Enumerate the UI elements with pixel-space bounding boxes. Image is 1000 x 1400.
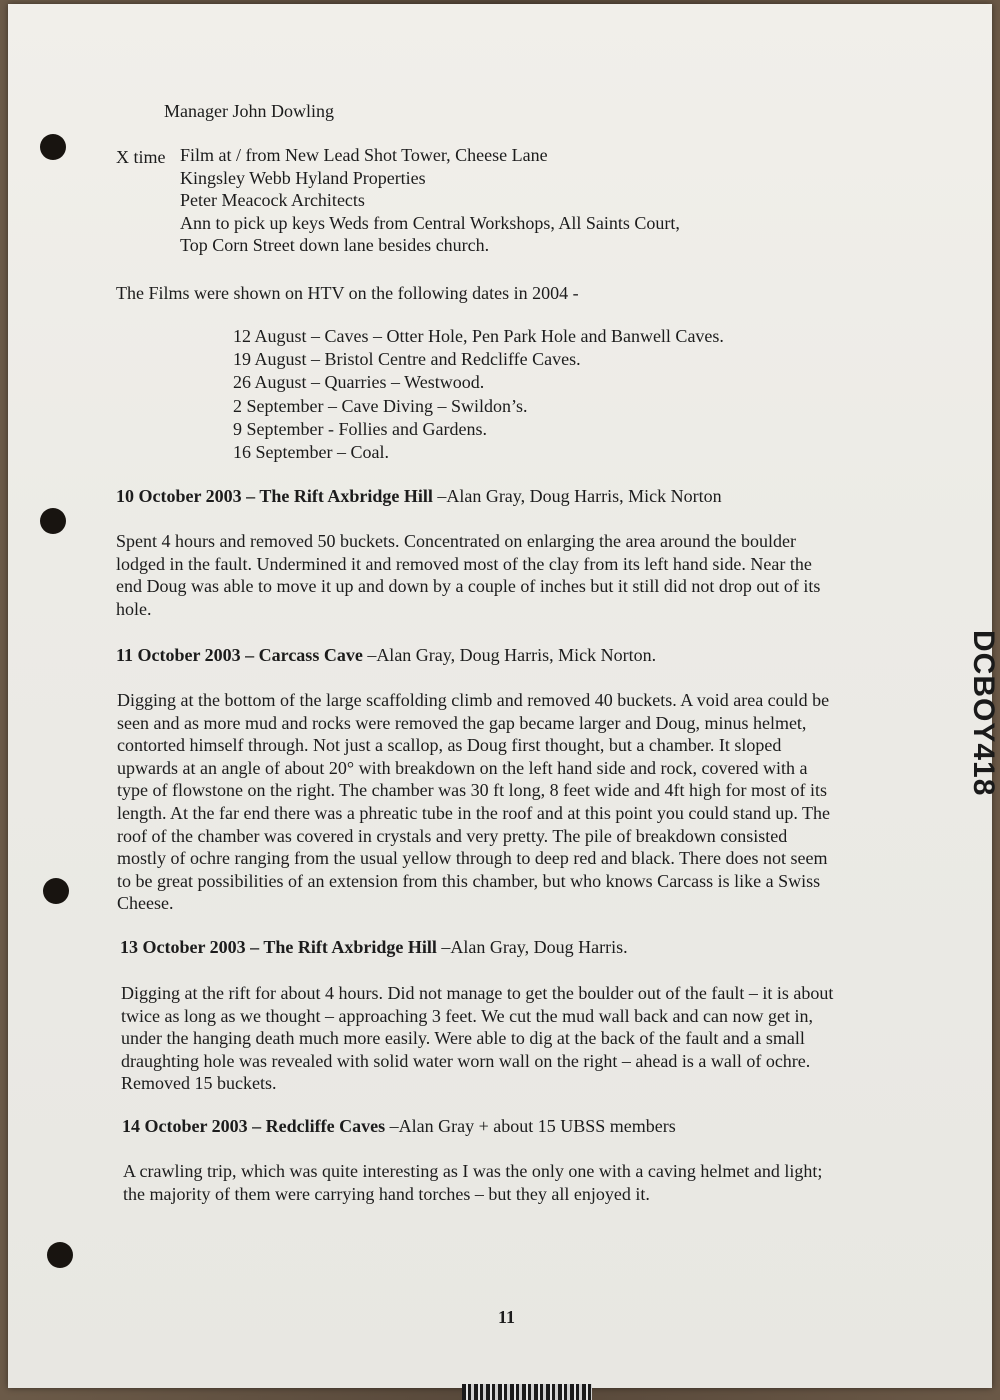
entry-body xyxy=(121,982,911,1095)
body-line: end Doug was able to move it up and down by a couple of inches but it still did not drop out of its xyxy=(116,576,821,597)
body-line: roof of the chamber was covered in crystals and very pretty. The pile of breakdown consisted xyxy=(117,825,788,846)
punch-hole xyxy=(47,1242,73,1268)
xtime-line: Peter Meacock Architects xyxy=(180,190,365,211)
film-date-item: 2 September – Cave Diving – Swildon’s. xyxy=(233,395,528,416)
xtime-line: Film at / from New Lead Shot Tower, Cheese Lane xyxy=(180,145,548,165)
body-line: contorted himself through. Not just a scallop, as Doug first thought, but a chamber. It sloped xyxy=(117,735,782,756)
page-number: 11 xyxy=(498,1307,516,1327)
body-line: hole. xyxy=(116,598,152,619)
entry-people: –Alan Gray + about 15 UBSS members xyxy=(385,1116,676,1136)
body-line: Digging at the bottom of the large scaffolding climb and removed 40 buckets. A void area could be xyxy=(117,690,830,710)
entry-body xyxy=(116,530,906,620)
body-line: type of flowstone on the right. The chamber was 30 ft long, 8 feet wide and 4ft high for most of its xyxy=(117,780,828,801)
xtime-line: Kingsley Webb Hyland Properties xyxy=(180,167,426,188)
body-line: draughting hole was revealed with solid water worn wall on the right – ahead is a wall of ochre. xyxy=(121,1050,811,1071)
entry-body xyxy=(117,689,907,915)
punch-hole xyxy=(40,134,66,160)
body-line: Cheese. xyxy=(117,893,174,914)
entry-title: 10 October 2003 – The Rift Axbridge Hill xyxy=(116,486,433,506)
body-line: to be great possibilities of an extension from this chamber, but who knows Carcass is like a Swiss xyxy=(117,870,821,891)
entry-heading xyxy=(116,486,722,507)
entry-title: 11 October 2003 – Carcass Cave xyxy=(116,645,363,665)
body-line: A crawling trip, which was quite interesting as I was the only one with a caving helmet and light; xyxy=(123,1161,823,1181)
body-line: Digging at the rift for about 4 hours. Did not manage to get the boulder out of the fault – it is about xyxy=(121,983,834,1003)
xtime-line: Ann to pick up keys Weds from Central Workshops, All Saints Court, xyxy=(180,212,680,233)
film-date-item: 9 September - Follies and Gardens. xyxy=(233,418,487,439)
body-line: twice as long as we thought – approaching 3 feet. We cut the mud wall back and can now get in, xyxy=(121,1005,814,1026)
entry-title: 13 October 2003 – The Rift Axbridge Hill xyxy=(120,937,437,957)
side-stamp: DCBOY418 xyxy=(967,630,1000,797)
body-line: lodged in the fault. Undermined it and removed most of the clay from its left hand side. Near the xyxy=(116,553,812,574)
film-date-item: 16 September – Coal. xyxy=(233,442,389,463)
bottom-barcode xyxy=(462,1384,592,1400)
body-line: Spent 4 hours and removed 50 buckets. Concentrated on enlarging the area around the boulder xyxy=(116,531,796,551)
xtime-label: X time xyxy=(116,147,166,167)
body-line: Removed 15 buckets. xyxy=(121,1073,277,1094)
body-line: mostly of ochre ranging from the usual yellow through to deep red and black. There does not seem xyxy=(117,848,828,869)
film-date-item: 12 August – Caves – Otter Hole, Pen Park Hole and Banwell Caves. xyxy=(233,326,724,346)
body-line: upwards at an angle of about 20° with breakdown on the left hand side and rock, covered with a xyxy=(117,757,808,778)
entry-heading xyxy=(122,1116,676,1137)
punch-hole xyxy=(43,878,69,904)
entry-heading xyxy=(116,645,656,666)
body-line: length. At the far end there was a phreatic tube in the roof and at this point you could stand up. The xyxy=(117,802,830,823)
entry-heading xyxy=(120,937,628,958)
film-date-item: 26 August – Quarries – Westwood. xyxy=(233,372,485,393)
films-intro: The Films were shown on HTV on the following dates in 2004 - xyxy=(116,283,579,303)
film-date-item: 19 August – Bristol Centre and Redcliffe Caves. xyxy=(233,349,581,370)
punch-hole xyxy=(40,508,66,534)
body-line: seen and as more mud and rocks were removed the gap became larger and Doug, minus helmet, xyxy=(117,712,807,733)
body-line: the majority of them were carrying hand torches – but they all enjoyed it. xyxy=(123,1183,650,1204)
body-line: under the hanging death much more easily. Were able to dig at the back of the fault and a small xyxy=(121,1028,805,1049)
entry-people: –Alan Gray, Doug Harris, Mick Norton. xyxy=(362,645,657,665)
films-list xyxy=(233,325,724,464)
entry-people: –Alan Gray, Doug Harris. xyxy=(436,937,628,957)
entry-people: –Alan Gray, Doug Harris, Mick Norton xyxy=(432,486,722,506)
xtime-block xyxy=(180,144,680,257)
entry-body xyxy=(123,1160,913,1205)
xtime-line: Top Corn Street down lane besides church. xyxy=(180,235,490,256)
entry-title: 14 October 2003 – Redcliffe Caves xyxy=(122,1116,386,1136)
manager-line: Manager John Dowling xyxy=(164,101,334,121)
